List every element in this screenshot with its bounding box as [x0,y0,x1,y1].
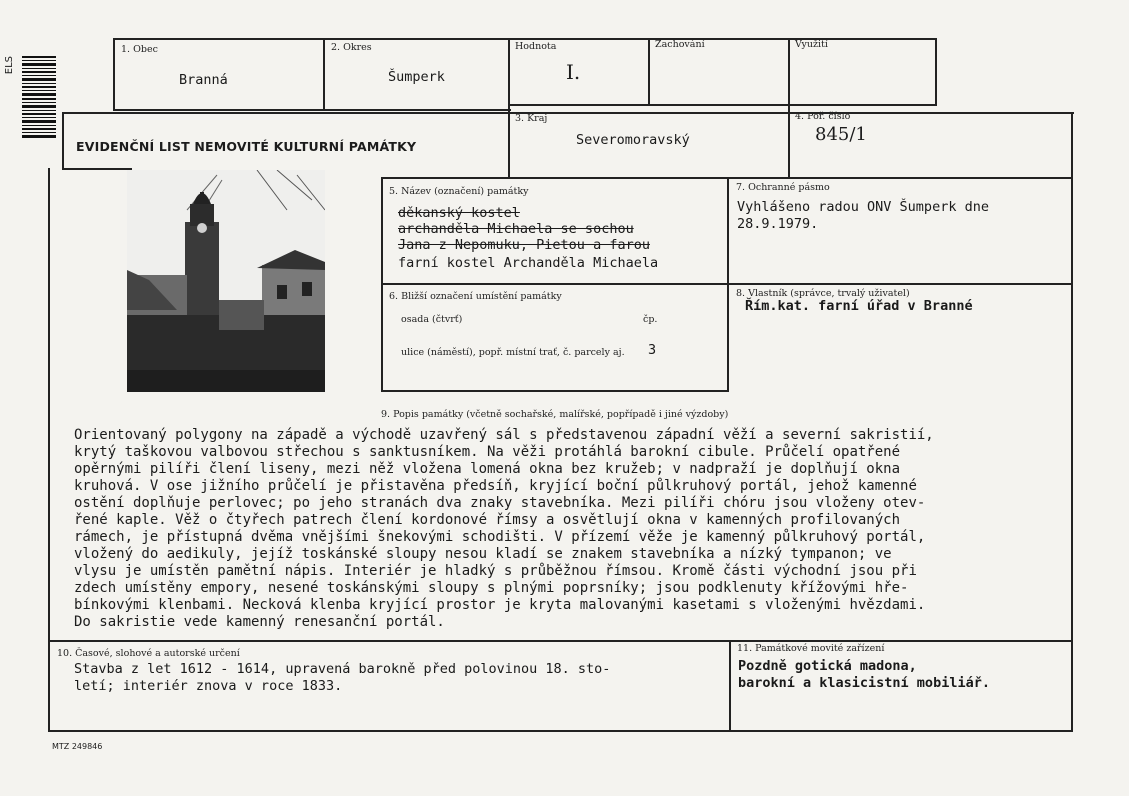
popis-line: vložený do aedikuly, jejíž toskánské sloupy nesou kladí se znakem stavebníka a nízký tympanon; ve [74,546,892,562]
urceni-label: 10. Časové, slohové a autorské určení [57,648,240,659]
vlastnik-value: Řím.kat. farní úřad v Branné [745,298,973,314]
obec-value: Branná [179,72,228,88]
popis-line: krytý taškovou valbovou střechou s sanktusníkem. Na věži protáhlá barokní cibule. Průčelí opatřené [74,444,901,460]
nazev-label: 5. Název (označení) památky [389,186,529,197]
okres-value: Šumperk [388,69,445,85]
popis-line: řené kaple. Věž o čtyřech patrech člení kordonové římsy a osvětlují okna v kamenných profilovaných [74,512,901,528]
popis-line: opěrnými pilíři člení liseny, mezi něž vložena lomená okna bez kružeb; v nadpraží je doplňují okna [74,461,901,477]
nazev-struck-1: děkanský kostel [398,205,520,221]
osada-label: osada (čtvrť) [401,314,463,325]
nazev-current: farní kostel Archanděla Michaela [398,255,659,271]
por-cislo-value: 845/1 [815,124,867,145]
nazev-struck-3: Jana z Nepomuku, Pietou a farou [398,237,650,253]
umisteni-label: 6. Bližší označení umístění památky [389,291,562,302]
ochranne-pasmo-label: 7. Ochranné pásmo [736,182,830,193]
popis-line: zdech umístěny empory, nesené toskánskými sloupy s plnými poprsníky; jsou podklenuty křížovými hře- [74,580,909,596]
zachovani-label: Zachování [655,39,705,50]
church-photo [127,170,325,392]
ulice-label: ulice (náměstí), popř. místní trať, č. parcely aj. [401,347,625,358]
zarizeni-line-1: Pozdně gotická madona, [738,658,917,674]
ulice-value: 3 [648,342,657,358]
ochranne-pasmo-line-2: 28.9.1979. [737,216,819,232]
zarizeni-line-2: barokní a klasicistní mobiliář. [738,675,990,691]
nazev-struck-2: archanděla Michaela se sochou [398,221,634,237]
popis-label: 9. Popis památky (včetně sochařské, malířské, popřípadě i jiné výzdoby) [381,409,729,420]
popis-line: Orientovaný polygony na západě a východě uzavřený sál s představenou západní věží a severní sakristií, [74,427,934,443]
vlastnik-label: 8. Vlastník (správce, trvalý uživatel) [736,288,910,299]
hodnota-label: Hodnota [515,41,557,52]
kraj-value: Severomoravský [576,132,690,148]
urceni-line-2: letí; interiér znova v roce 1833. [74,678,343,694]
popis-line: rámech, je přístupná dvěma vnějšími šnekovými schodišti. V přízemí věže je kamenný půlkruhový portál, [74,529,926,545]
popis-line: Do sakristie vede kamenný renesanční portál. [74,614,445,630]
vyuziti-label: Využití [795,39,828,50]
popis-line: vlysu je umístěn pamětní nápis. Interiér je hladký s průběžnou římsou. Kromě části východní jsou při [74,563,917,579]
okres-label: 2. Okres [331,42,372,53]
popis-text [74,427,1074,631]
footer-code: MTZ 249846 [52,742,103,751]
side-code: ELS [4,56,15,75]
zarizeni-label: 11. Památkové movité zařízení [737,643,885,654]
barcode-icon [22,56,56,140]
hodnota-value: I. [566,60,581,84]
kraj-label: 3. Kraj [515,113,548,124]
popis-line: bínkovými klenbami. Necková klenba kryjící prostor je kryta malovanými kasetami s vloženými hvězdami. [74,597,926,613]
form-title: EVIDENČNÍ LIST NEMOVITÉ KULTURNÍ PAMÁTKY [76,139,417,154]
obec-label: 1. Obec [121,44,158,55]
ochranne-pasmo-line-1: Vyhlášeno radou ONV Šumperk dne [737,199,989,215]
por-cislo-label: 4. Poř. číslo [795,111,851,122]
urceni-line-1: Stavba z let 1612 - 1614, upravená barokně před polovinou 18. sto- [74,661,611,677]
popis-line: kruhová. V ose jižního průčelí je přistavěna předsíň, kryjící boční půlkruhový portál, jehož kamenné [74,478,917,494]
popis-line: ostění doplňuje perlovec; po jeho stranách dva znaky stavebníka. Mezi pilíři chóru jsou vloženy otev- [74,495,926,511]
cp-label: čp. [643,314,658,325]
